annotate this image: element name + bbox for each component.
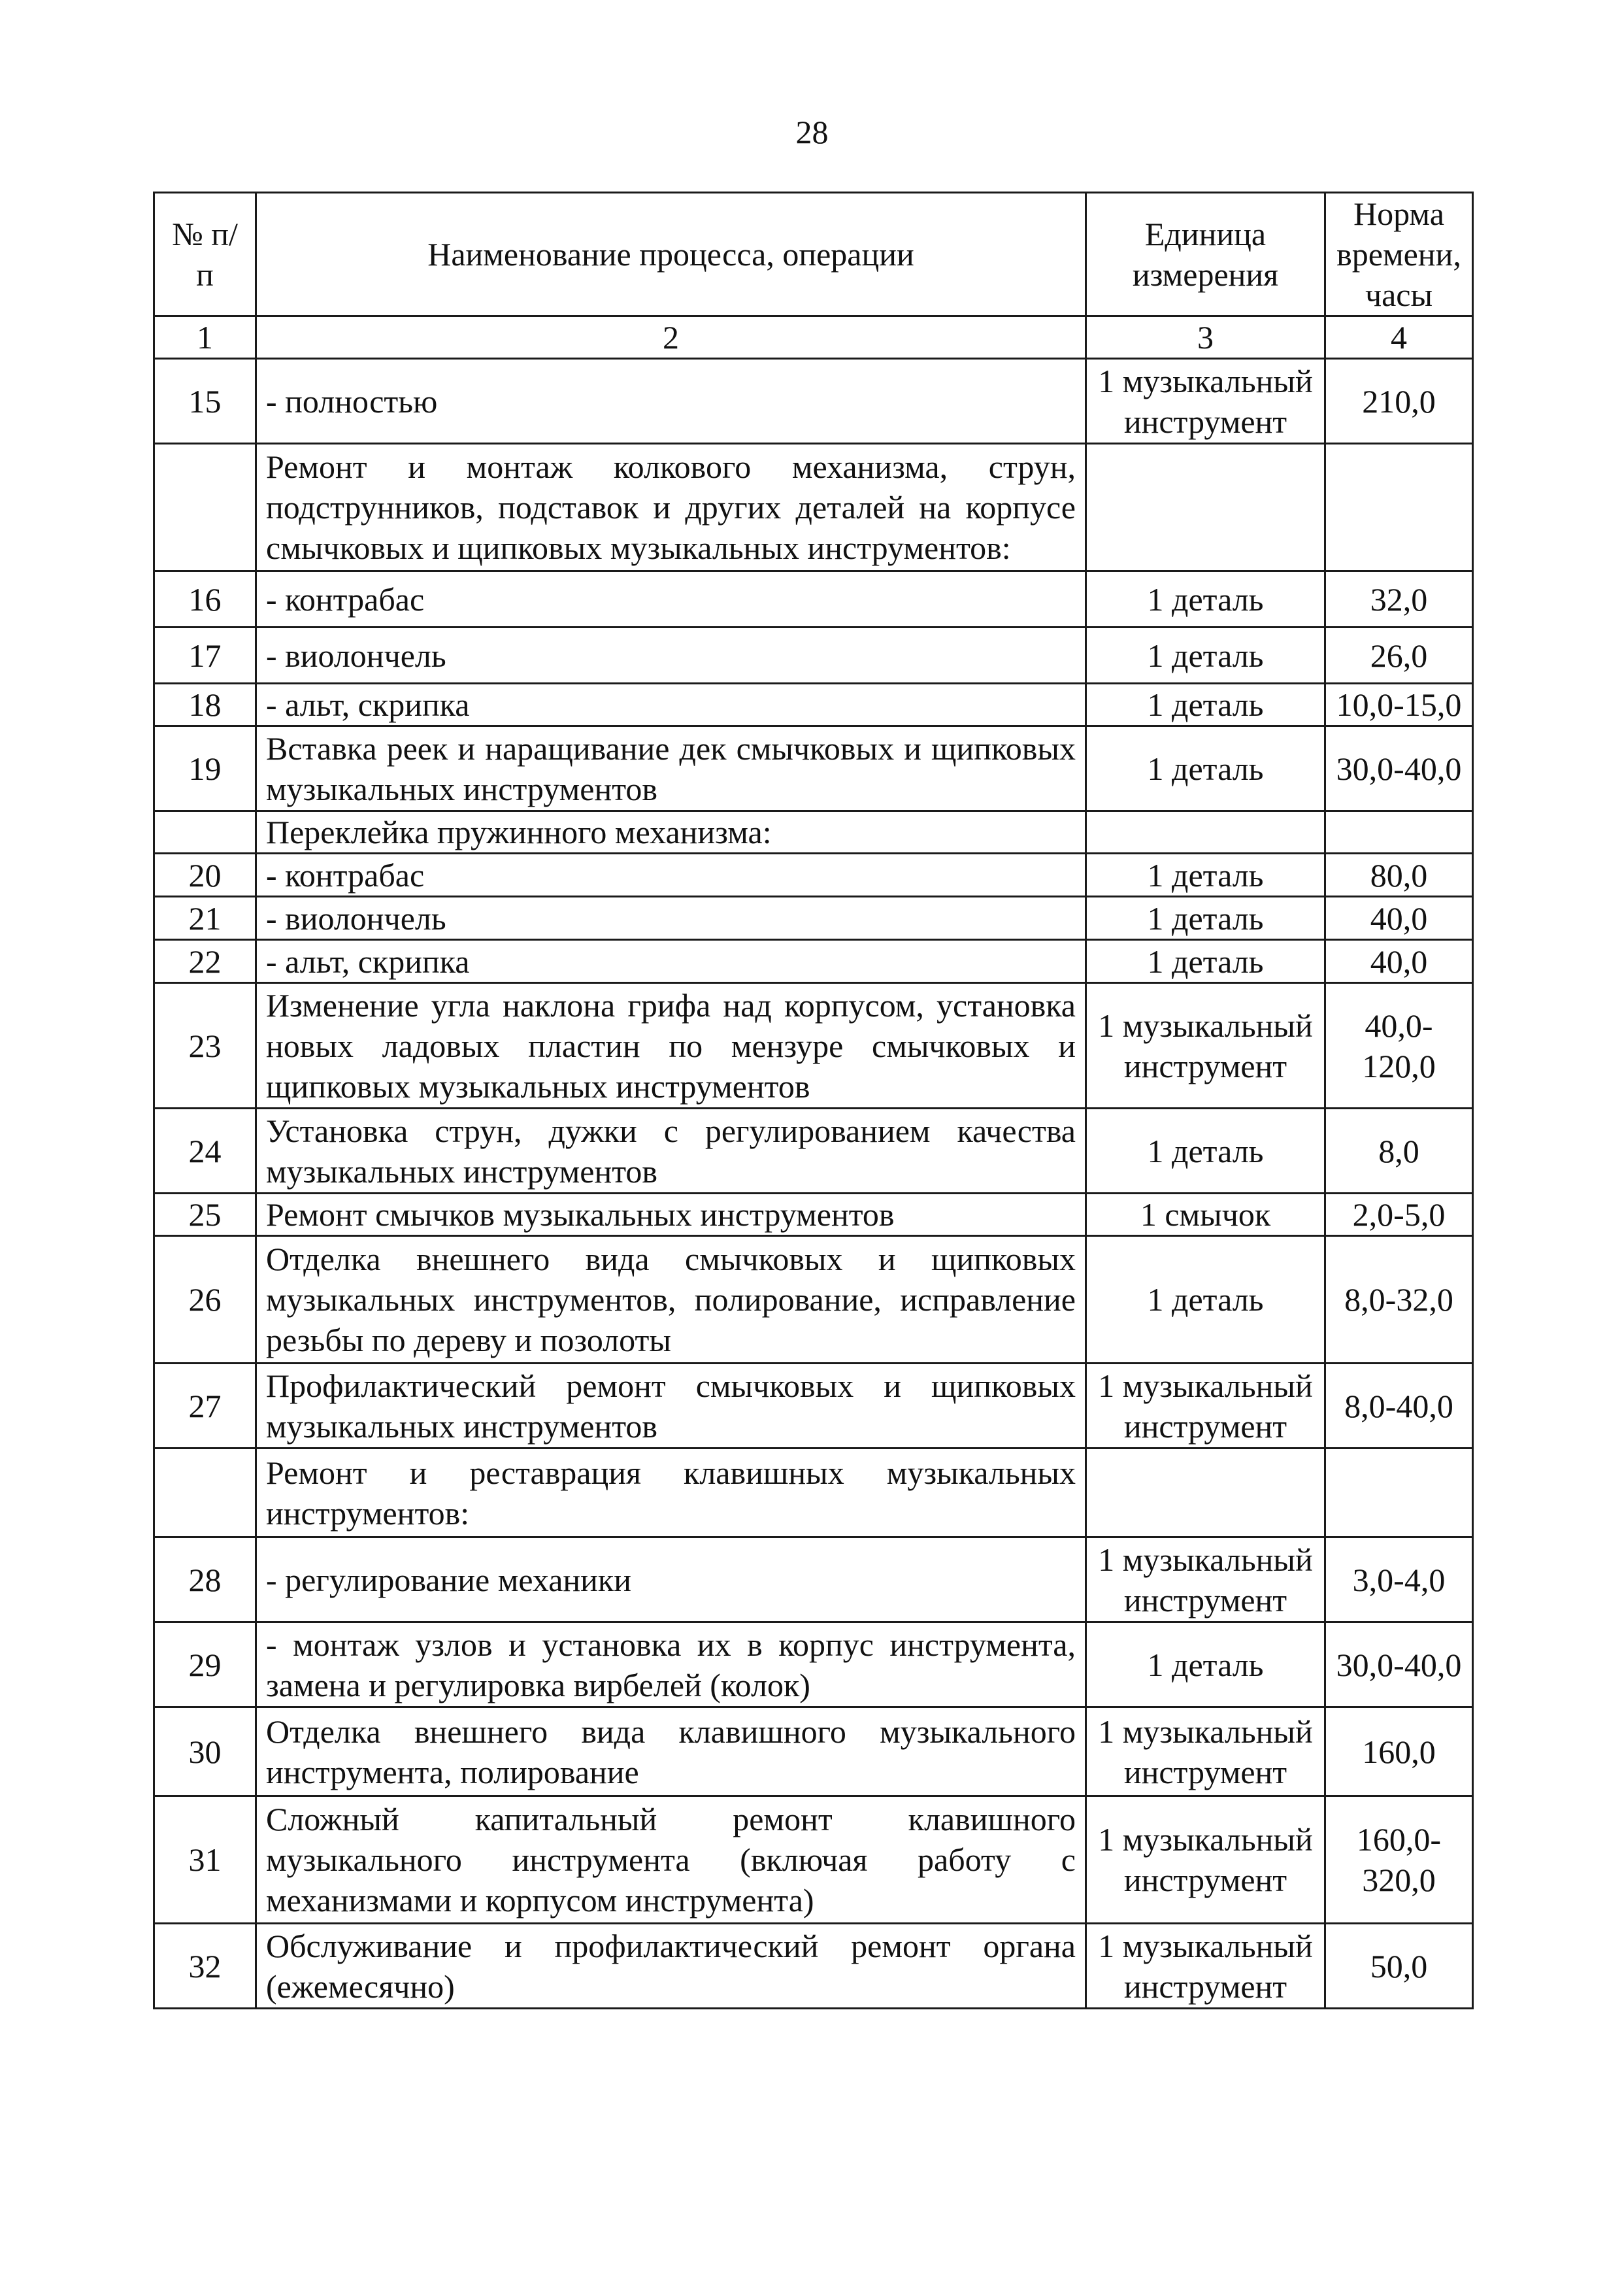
table-row: [154, 359, 1473, 444]
time-norm-cell: 8,0: [1325, 1109, 1473, 1194]
table-row: [154, 571, 1473, 628]
header-num: № п/п: [154, 193, 256, 316]
row-number-cell: [154, 1449, 256, 1537]
unit-cell: [1086, 811, 1325, 854]
table-row: [154, 811, 1473, 854]
row-number-cell: 20: [154, 854, 256, 897]
time-norm-cell: 30,0-40,0: [1325, 1622, 1473, 1707]
table-row: [154, 684, 1473, 726]
operation-name-cell: Ремонт и реставрация клавишных музыкальных инструментов:: [256, 1449, 1086, 1537]
time-norm-cell: 40,0: [1325, 940, 1473, 983]
row-number-cell: 18: [154, 684, 256, 726]
row-number-cell: 16: [154, 571, 256, 628]
table-row: [154, 726, 1473, 811]
row-number-cell: 32: [154, 1924, 256, 2009]
operation-name-cell: Отделка внешнего вида смычковых и щипковых музыкальных инструментов, полирование, исправление резьбы по дереву и позолоты: [256, 1236, 1086, 1364]
time-norm-cell: [1325, 1449, 1473, 1537]
column-index-row: [154, 316, 1473, 359]
unit-cell: 1 музыкальный инструмент: [1086, 983, 1325, 1109]
operation-name-cell: - монтаж узлов и установка их в корпус инструмента, замена и регулировка вирбелей (колок): [256, 1622, 1086, 1707]
unit-cell: 1 музыкальный инструмент: [1086, 1537, 1325, 1622]
table-row: [154, 1707, 1473, 1796]
row-number-cell: 28: [154, 1537, 256, 1622]
row-number-cell: 30: [154, 1707, 256, 1796]
row-number-cell: 17: [154, 628, 256, 684]
unit-cell: 1 музыкальный инструмент: [1086, 1364, 1325, 1449]
row-number-cell: 31: [154, 1796, 256, 1924]
row-number-cell: 27: [154, 1364, 256, 1449]
unit-cell: 1 деталь: [1086, 684, 1325, 726]
time-norm-cell: 210,0: [1325, 359, 1473, 444]
column-index-2: 2: [256, 316, 1086, 359]
time-norm-cell: 8,0-40,0: [1325, 1364, 1473, 1449]
header-unit: Единица измерения: [1086, 193, 1325, 316]
table-row: [154, 1449, 1473, 1537]
header-name: Наименование процесса, операции: [256, 193, 1086, 316]
table-row: [154, 1236, 1473, 1364]
operation-name-cell: Установка струн, дужки с регулированием качества музыкальных инструментов: [256, 1109, 1086, 1194]
column-index-3: 3: [1086, 316, 1325, 359]
operation-name-cell: Сложный капитальный ремонт клавишного музыкального инструмента (включая работу с механизмами и корпусом инструмента): [256, 1796, 1086, 1924]
time-norm-cell: 10,0-15,0: [1325, 684, 1473, 726]
table-row: [154, 897, 1473, 940]
unit-cell: 1 смычок: [1086, 1194, 1325, 1236]
unit-cell: 1 деталь: [1086, 897, 1325, 940]
operation-name-cell: - контрабас: [256, 571, 1086, 628]
operation-name-cell: - регулирование механики: [256, 1537, 1086, 1622]
table-row: [154, 1622, 1473, 1707]
unit-cell: 1 музыкальный инструмент: [1086, 1924, 1325, 2009]
time-norm-cell: [1325, 811, 1473, 854]
unit-cell: 1 деталь: [1086, 571, 1325, 628]
operation-name-cell: - альт, скрипка: [256, 940, 1086, 983]
row-number-cell: 22: [154, 940, 256, 983]
time-norm-cell: 80,0: [1325, 854, 1473, 897]
row-number-cell: 23: [154, 983, 256, 1109]
row-number-cell: 24: [154, 1109, 256, 1194]
time-norm-cell: 50,0: [1325, 1924, 1473, 2009]
unit-cell: [1086, 1449, 1325, 1537]
table-row: [154, 1364, 1473, 1449]
unit-cell: 1 музыкальный инструмент: [1086, 1796, 1325, 1924]
table-row: [154, 1194, 1473, 1236]
unit-cell: 1 деталь: [1086, 1236, 1325, 1364]
row-number-cell: 19: [154, 726, 256, 811]
table-body: [154, 359, 1473, 2009]
operation-name-cell: - полностью: [256, 359, 1086, 444]
time-norms-table: [153, 192, 1474, 2009]
time-norm-cell: 40,0-120,0: [1325, 983, 1473, 1109]
table-row: [154, 1796, 1473, 1924]
operation-name-cell: Обслуживание и профилактический ремонт органа (ежемесячно): [256, 1924, 1086, 2009]
header-norm: Норма времени, часы: [1325, 193, 1473, 316]
unit-cell: 1 деталь: [1086, 854, 1325, 897]
unit-cell: 1 деталь: [1086, 628, 1325, 684]
time-norm-cell: 3,0-4,0: [1325, 1537, 1473, 1622]
row-number-cell: [154, 444, 256, 571]
time-norm-cell: 40,0: [1325, 897, 1473, 940]
table-row: [154, 983, 1473, 1109]
table-row: [154, 854, 1473, 897]
operation-name-cell: Изменение угла наклона грифа над корпусом, установка новых ладовых пластин по мензуре смычковых и щипковых музыкальных инструментов: [256, 983, 1086, 1109]
time-norm-cell: 32,0: [1325, 571, 1473, 628]
time-norm-cell: 26,0: [1325, 628, 1473, 684]
unit-cell: [1086, 444, 1325, 571]
operation-name-cell: - виолончель: [256, 628, 1086, 684]
operation-name-cell: - контрабас: [256, 854, 1086, 897]
table-row: [154, 1924, 1473, 2009]
table-header-row: [154, 193, 1473, 316]
row-number-cell: 26: [154, 1236, 256, 1364]
page-number: 28: [795, 114, 829, 150]
time-norm-cell: 2,0-5,0: [1325, 1194, 1473, 1236]
row-number-cell: 29: [154, 1622, 256, 1707]
operation-name-cell: Ремонт смычков музыкальных инструментов: [256, 1194, 1086, 1236]
row-number-cell: [154, 811, 256, 854]
table-row: [154, 940, 1473, 983]
table-row: [154, 1109, 1473, 1194]
time-norm-cell: [1325, 444, 1473, 571]
operation-name-cell: Профилактический ремонт смычковых и щипковых музыкальных инструментов: [256, 1364, 1086, 1449]
time-norm-cell: 8,0-32,0: [1325, 1236, 1473, 1364]
time-norm-cell: 160,0-320,0: [1325, 1796, 1473, 1924]
unit-cell: 1 деталь: [1086, 726, 1325, 811]
operation-name-cell: Отделка внешнего вида клавишного музыкального инструмента, полирование: [256, 1707, 1086, 1796]
operation-name-cell: Вставка реек и наращивание дек смычковых и щипковых музыкальных инструментов: [256, 726, 1086, 811]
unit-cell: 1 музыкальный инструмент: [1086, 359, 1325, 444]
table-row: [154, 444, 1473, 571]
row-number-cell: 21: [154, 897, 256, 940]
operation-name-cell: - альт, скрипка: [256, 684, 1086, 726]
column-index-4: 4: [1325, 316, 1473, 359]
operation-name-cell: - виолончель: [256, 897, 1086, 940]
unit-cell: 1 музыкальный инструмент: [1086, 1707, 1325, 1796]
operation-name-cell: Ремонт и монтаж колкового механизма, струн, подструнников, подставок и других деталей на корпусе смычковых и щипковых музыкальных инструментов:: [256, 444, 1086, 571]
table-row: [154, 628, 1473, 684]
table-row: [154, 1537, 1473, 1622]
unit-cell: 1 деталь: [1086, 1622, 1325, 1707]
column-index-1: 1: [154, 316, 256, 359]
time-norm-cell: 160,0: [1325, 1707, 1473, 1796]
operation-name-cell: Переклейка пружинного механизма:: [256, 811, 1086, 854]
unit-cell: 1 деталь: [1086, 1109, 1325, 1194]
row-number-cell: 15: [154, 359, 256, 444]
unit-cell: 1 деталь: [1086, 940, 1325, 983]
row-number-cell: 25: [154, 1194, 256, 1236]
time-norm-cell: 30,0-40,0: [1325, 726, 1473, 811]
